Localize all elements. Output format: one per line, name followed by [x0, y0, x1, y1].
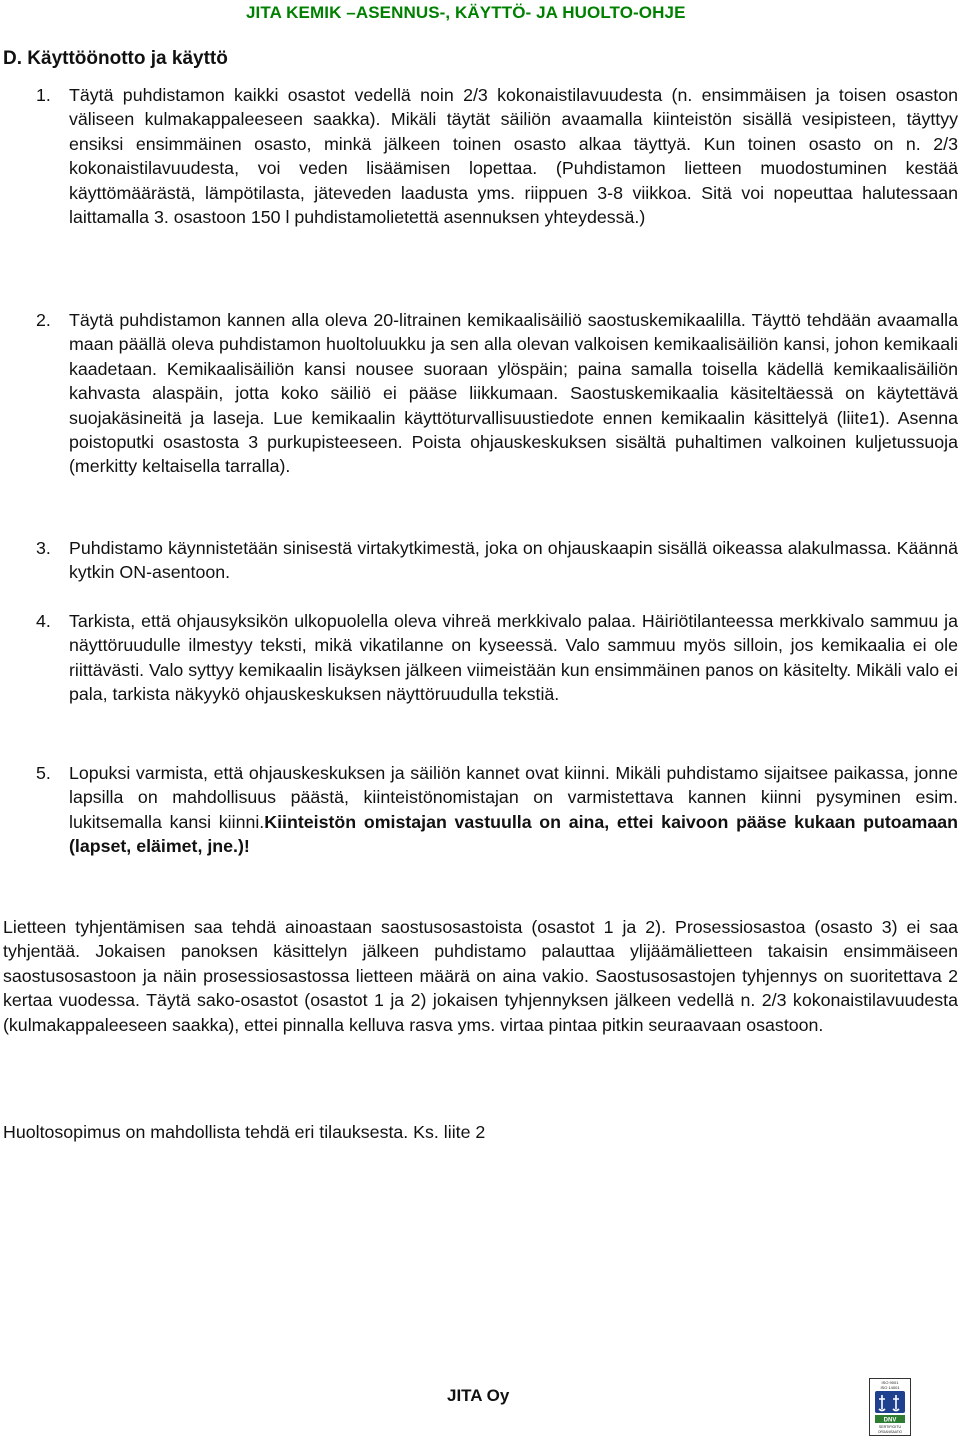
list-item-1 — [3, 83, 958, 229]
list-item-text: Täytä puhdistamon kaikki osastot vedellä noin 2/3 kokonaistilavuudesta (n. ensimmäisen ja toisen osaston väliseen kulmakappaleeseen saakka). Mikäli täytät säiliön avaamalla kiinteistön sisällä vesipisteen, täyttyy ensiksi ensimmäinen osasto, minkä jälkeen toinen osasto alkaa täyttyä. Kun toinen osasto on n. 2/3 kokonaistilavuudesta, voi veden lisäämisen lopettaa. (Puhdistamon lietteen muodostuminen kestää käyttömäärästä, lämpötilasta, jäteveden laadusta yms. riippuen 3-8 viikkoa. Sitä voi nopeuttaa halutessaan laittamalla 3. osastoon 150 l puhdistamolietettä asennuksen yhteydessä.) — [69, 85, 958, 228]
logo-iso14001-text: ISO 14001 — [880, 1385, 900, 1390]
list-item-number: 4. — [36, 611, 51, 631]
list-item-5 — [3, 761, 958, 859]
certification-logo-icon — [869, 1378, 911, 1436]
footer-company-name: JITA Oy — [447, 1386, 510, 1405]
logo-organisation-text: ORGANISAATIO — [877, 1430, 903, 1434]
maintenance-paragraph: Huoltosopimus on mahdollista tehdä eri tilauksesta. Ks. liite 2 — [3, 1122, 486, 1142]
list-item-text: Puhdistamo käynnistetään sinisestä virtakytkimestä, joka on ohjauskaapin sisällä oikeassa alakulmassa. Käännä kytkin ON-asentoon. — [69, 538, 958, 583]
list-item-bold-warning: Kiinteistön omistajan vastuulla on aina, ettei kaivoon pääse kukaan putoamaan (lapset, eläimet, jne.)! — [69, 811, 959, 857]
list-item-text — [69, 761, 958, 859]
logo-certified-text: SERTIFIOITU — [878, 1425, 902, 1429]
list-item-plain-text: Lopuksi varmista, että ohjauskeskuksen ja säiliön kannet ovat kiinni. Mikäli puhdistamo sijaitsee paikassa, jonne lapsilla on mahdollisuus päästä, kiinteistönomistajan on varmistettava kannen kiinni pysyminen esim. lukitsemalla kansi kiinni. — [69, 763, 958, 832]
dnv-text: DNV — [883, 1417, 897, 1424]
list-item-2 — [3, 308, 958, 479]
list-item-text: Täytä puhdistamon kannen alla oleva 20-litrainen kemikaalisäiliö saostuskemikaalilla. Täyttö tehdään avaamalla maan päällä oleva puhdistamon huoltoluukku ja sen alla olevan valkoisen kemikaalisäiliön kansi, johon kemikaali kaadetaan. Kemikaalisäiliön kansi nousee suoraan ylöspäin; paina samalla toisella kädellä kemikaalisäiliön kahvasta alaspäin, jotta koko säiliö ei pääse liikkumaan. Saostuskemikaalia käsiteltäessä on käytettävä suojakäsineitä ja laseja. Lue kemikaalin käyttöturvallisuustiedote ennen kemikaalin käsittelyä (liite1). Asenna poistoputki osastosta 3 purkupisteeseen. Poista ohjauskeskuksen sisältä puhaltimen valkoinen kuljetussuoja (merkitty keltaisella tarralla). — [69, 310, 958, 477]
list-item-3 — [3, 536, 958, 585]
list-item-text: Tarkista, että ohjausyksikön ulkopuolella oleva vihreä merkkivalo palaa. Häiriötilanteessa merkkivalo sammuu ja näyttöruudulle ilmestyy teksti, mikä vikatilanne on kyseessä. Valo sammuu myös silloin, jos kemikaalia ei ole riittävästi. Valo syttyy kemikaalin lisäyksen jälkeen viimeistään kun ensimmäinen panos on käsitelty. Mikäli valo ei pala, tarkista näkyykö ohjauskeskuksen näyttöruudulla tekstiä. — [69, 611, 958, 705]
list-item-number: 3. — [36, 538, 51, 558]
list-item-4 — [3, 609, 958, 707]
document-header-title: JITA KEMIK –ASENNUS-, KÄYTTÖ- JA HUOLTO-OHJE — [246, 3, 686, 22]
sludge-emptying-paragraph: Lietteen tyhjentämisen saa tehdä ainoastaan saostusosastoista (osastot 1 ja 2). Prosessiosastoa (osasto 3) ei saa tyhjentää. Jokaisen panoksen käsittelyn jälkeen puhdistamo palauttaa ylijäämälietteen takaisin ensimmäiseen saostusosastoon ja näin prosessiosastossa lietteen määrä on aina vakio. Saostusosastojen tyhjennys on suoritettava 2 kertaa vuodessa. Täytä sako-osastot (osastot 1 ja 2) jokaisen tyhjennyksen jälkeen vedellä n. 2/3 kokonaistilavuudesta (kulmakappaleeseen saakka), ettei pinnalla kelluva rasva yms. virtaa pintaa pitkin seuraavaan osastoon. — [3, 917, 958, 1035]
section-heading: D. Käyttöönotto ja käyttö — [3, 48, 228, 69]
list-item-number: 2. — [36, 310, 51, 330]
list-item-number: 5. — [36, 763, 51, 783]
list-item-number: 1. — [36, 85, 51, 105]
logo-iso9001-text: ISO 9001 — [881, 1380, 899, 1385]
